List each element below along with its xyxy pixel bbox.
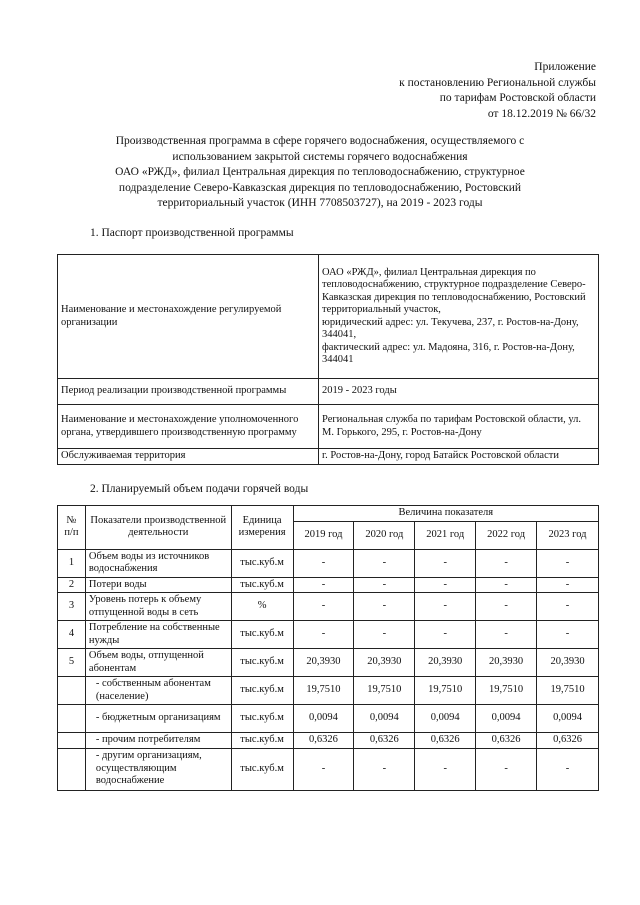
col-header-year: 2022 год xyxy=(476,521,537,549)
row-unit: тыс.куб.м xyxy=(231,577,293,593)
col-header-num: № п/п xyxy=(58,506,86,550)
passport-value xyxy=(319,405,599,449)
document-title xyxy=(70,134,570,212)
row-unit: тыс.куб.м xyxy=(231,621,293,649)
row-value: 0,0094 xyxy=(415,705,476,733)
row-value: - xyxy=(537,593,599,621)
table-row xyxy=(58,649,599,677)
appendix-block xyxy=(399,60,596,122)
row-value: 0,6326 xyxy=(415,733,476,749)
row-value: - xyxy=(415,593,476,621)
row-value: - xyxy=(415,621,476,649)
row-value: - xyxy=(293,621,354,649)
row-value: 20,3930 xyxy=(293,649,354,677)
col-header-year: 2019 год xyxy=(293,521,354,549)
table-row xyxy=(58,677,599,705)
col-header-year: 2020 год xyxy=(354,521,415,549)
row-value: - xyxy=(415,748,476,790)
row-indicator: - бюджетным организациям xyxy=(85,705,231,733)
row-value: - xyxy=(537,748,599,790)
row-value: 0,6326 xyxy=(476,733,537,749)
row-unit: тыс.куб.м xyxy=(231,649,293,677)
section-1-heading: 1. Паспорт производственной программы xyxy=(90,227,294,239)
row-unit: тыс.куб.м xyxy=(231,677,293,705)
row-value: - xyxy=(537,577,599,593)
title-line: ОАО «РЖД», филиал Центральная дирекция по тепловодоснабжению, структурное xyxy=(115,166,525,178)
passport-value-line: ОАО «РЖД», филиал Центральная дирекция по тепловодоснабжению, структурное подразделение Северо-Кавказская дирекция по тепловодоснабжению, Ростовский территориальный участок, xyxy=(322,266,586,315)
passport-value xyxy=(319,379,599,405)
row-value: - xyxy=(354,577,415,593)
row-unit: тыс.куб.м xyxy=(231,705,293,733)
passport-value xyxy=(319,255,599,379)
row-value: 19,7510 xyxy=(293,677,354,705)
row-value: - xyxy=(293,549,354,577)
row-value: - xyxy=(476,621,537,649)
row-num: 3 xyxy=(58,593,86,621)
row-num xyxy=(58,748,86,790)
row-num xyxy=(58,705,86,733)
row-value: - xyxy=(354,748,415,790)
title-line: территориальный участок (ИНН 7708503727), на 2019 - 2023 годы xyxy=(157,197,483,209)
col-header-indicator: Показатели производственной деятельности xyxy=(85,506,231,550)
row-value: 19,7510 xyxy=(537,677,599,705)
row-value: - xyxy=(476,577,537,593)
appendix-line: Приложение xyxy=(534,61,596,73)
row-value: 0,0094 xyxy=(293,705,354,733)
title-line: Производственная программа в сфере горячего водоснабжения, осуществляемого с xyxy=(115,135,525,147)
passport-value-line: юридический адрес: ул. Текучева, 237, г. Ростов-на-Дону, 344041, xyxy=(322,316,579,340)
table-row xyxy=(58,593,599,621)
row-num: 2 xyxy=(58,577,86,593)
row-indicator: - прочим потребителям xyxy=(85,733,231,749)
col-header-unit: Единица измерения xyxy=(231,506,293,550)
row-value: - xyxy=(476,748,537,790)
row-value: 19,7510 xyxy=(476,677,537,705)
table-row xyxy=(58,621,599,649)
passport-table xyxy=(57,254,599,465)
table-row xyxy=(58,577,599,593)
appendix-line: к постановлению Региональной службы xyxy=(399,76,596,89)
table-row xyxy=(58,705,599,733)
row-indicator: Потери воды xyxy=(85,577,231,593)
row-unit: тыс.куб.м xyxy=(231,733,293,749)
row-value: - xyxy=(354,593,415,621)
row-value: 0,6326 xyxy=(537,733,599,749)
header-row xyxy=(58,506,599,522)
row-value: 20,3930 xyxy=(415,649,476,677)
row-unit: тыс.куб.м xyxy=(231,748,293,790)
row-value: 20,3930 xyxy=(537,649,599,677)
title-line: использованием закрытой системы горячего водоснабжения xyxy=(172,150,468,163)
row-indicator: Объем воды, отпущенной абонентам xyxy=(85,649,231,677)
title-line: подразделение Северо-Кавказская дирекция по тепловодоснабжению, Ростовский xyxy=(118,181,522,194)
passport-value xyxy=(319,449,599,465)
table-row xyxy=(58,379,599,405)
passport-value-line: фактический адрес: ул. Мадояна, 316, г. Ростов-на-Дону, 344041 xyxy=(322,341,575,365)
passport-label: Период реализации производственной программы xyxy=(58,379,319,405)
table-row xyxy=(58,449,599,465)
passport-label: Наименование и местонахождение уполномоченного органа, утвердившего производственную программу xyxy=(58,405,319,449)
row-value: 0,0094 xyxy=(476,705,537,733)
passport-label: Обслуживаемая территория xyxy=(58,449,319,465)
row-indicator: Потребление на собственные нужды xyxy=(85,621,231,649)
passport-value-line: Региональная служба по тарифам Ростовской области, ул. М. Горького, 295, г. Ростов-на-Дону xyxy=(322,414,581,438)
passport-value-line: 2019 - 2023 годы xyxy=(322,385,397,397)
row-indicator: Уровень потерь к объему отпущенной воды в сеть xyxy=(85,593,231,621)
row-value: 19,7510 xyxy=(354,677,415,705)
row-indicator: - другим организациям, осуществляющим водоснабжение xyxy=(85,748,231,790)
row-value: - xyxy=(476,593,537,621)
row-value: 0,6326 xyxy=(354,733,415,749)
row-unit: тыс.куб.м xyxy=(231,549,293,577)
table-row xyxy=(58,733,599,749)
col-header-value-group: Величина показателя xyxy=(293,506,598,522)
passport-label: Наименование и местонахождение регулируемой организации xyxy=(58,255,319,379)
col-header-year: 2021 год xyxy=(415,521,476,549)
appendix-line: по тарифам Ростовской области xyxy=(439,92,596,104)
row-value: - xyxy=(476,549,537,577)
row-value: - xyxy=(293,577,354,593)
row-value: 0,0094 xyxy=(354,705,415,733)
row-value: - xyxy=(293,748,354,790)
row-value: - xyxy=(537,549,599,577)
appendix-line: от 18.12.2019 № 66/32 xyxy=(487,107,596,120)
row-value: - xyxy=(537,621,599,649)
row-num xyxy=(58,733,86,749)
row-value: - xyxy=(293,593,354,621)
row-num: 1 xyxy=(58,549,86,577)
row-value: 19,7510 xyxy=(415,677,476,705)
row-indicator: - собственным абонентам (население) xyxy=(85,677,231,705)
table-row xyxy=(58,405,599,449)
row-indicator: Объем воды из источников водоснабжения xyxy=(85,549,231,577)
col-header-year: 2023 год xyxy=(537,521,599,549)
table-row xyxy=(58,748,599,790)
row-num xyxy=(58,677,86,705)
row-value: 20,3930 xyxy=(354,649,415,677)
volume-table xyxy=(57,505,599,791)
row-value: - xyxy=(354,621,415,649)
table-row xyxy=(58,549,599,577)
row-value: 20,3930 xyxy=(476,649,537,677)
row-value: 0,6326 xyxy=(293,733,354,749)
table-row xyxy=(58,255,599,379)
row-num: 4 xyxy=(58,621,86,649)
row-num: 5 xyxy=(58,649,86,677)
row-unit: % xyxy=(231,593,293,621)
row-value: - xyxy=(354,549,415,577)
passport-value-line: г. Ростов-на-Дону, город Батайск Ростовской области xyxy=(322,450,559,461)
row-value: - xyxy=(415,577,476,593)
section-2-heading: 2. Планируемый объем подачи горячей воды xyxy=(90,483,309,495)
row-value: - xyxy=(415,549,476,577)
row-value: 0,0094 xyxy=(537,705,599,733)
